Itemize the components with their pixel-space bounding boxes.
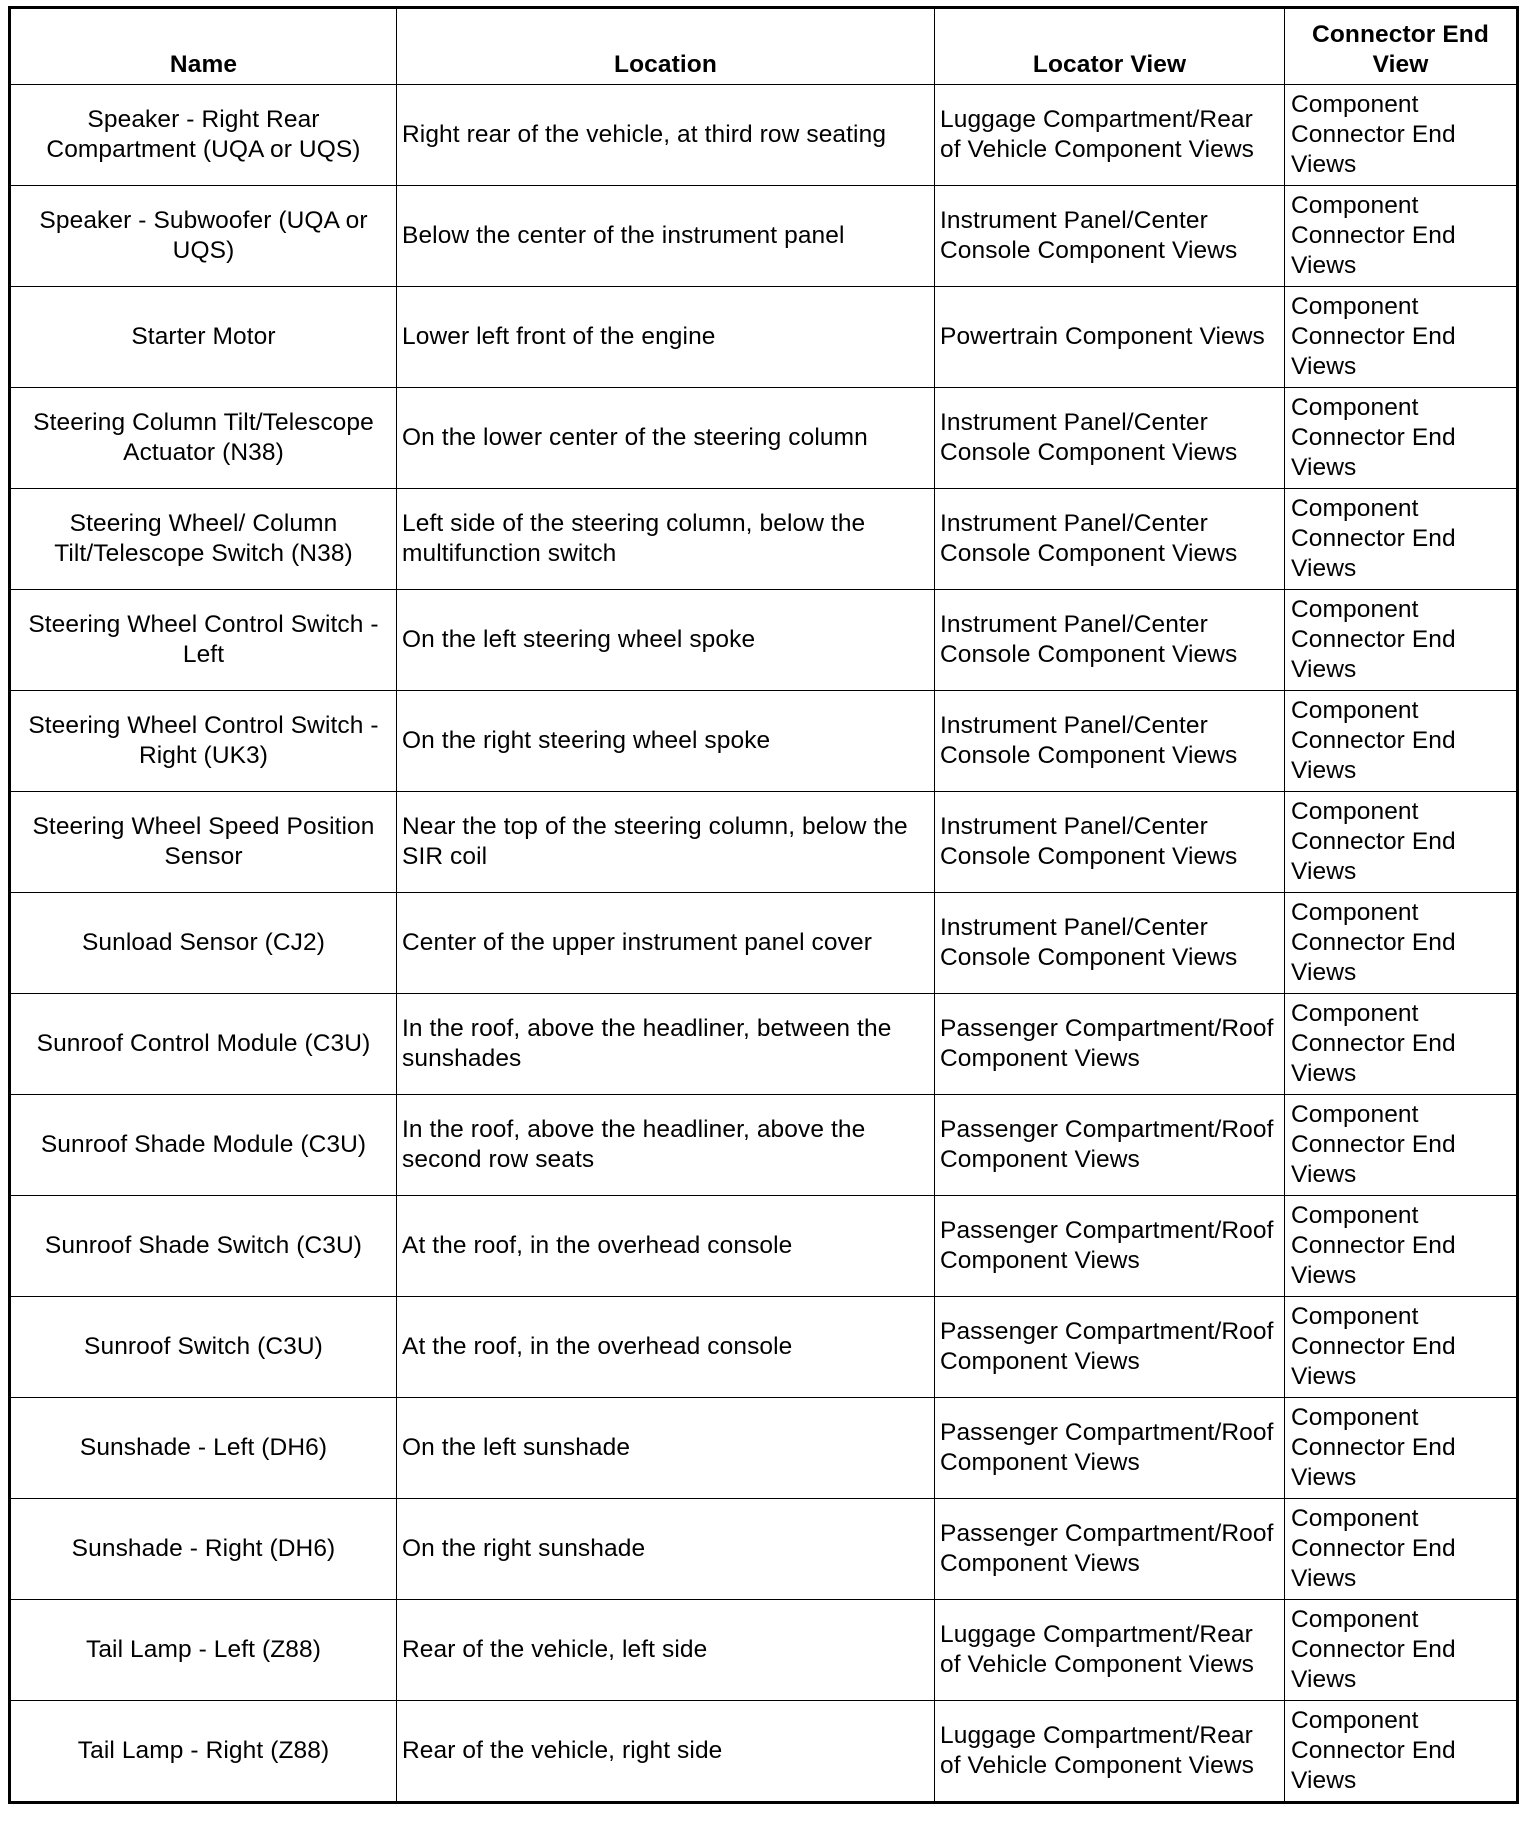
cell-connector-end-view: Component Connector End Views	[1285, 691, 1518, 792]
table-row	[10, 1600, 1518, 1701]
cell-locator-view: Instrument Panel/Center Console Component Views	[935, 186, 1285, 287]
cell-locator-view: Instrument Panel/Center Console Component Views	[935, 893, 1285, 994]
table-row	[10, 1701, 1518, 1803]
cell-name: Sunload Sensor (CJ2)	[10, 893, 397, 994]
cell-locator-view: Instrument Panel/Center Console Component Views	[935, 590, 1285, 691]
table-row	[10, 1398, 1518, 1499]
table-row	[10, 388, 1518, 489]
header-location: Location	[397, 8, 935, 85]
cell-name: Starter Motor	[10, 287, 397, 388]
cell-name: Speaker - Subwoofer (UQA or UQS)	[10, 186, 397, 287]
cell-name: Sunshade - Right (DH6)	[10, 1499, 397, 1600]
cell-connector-end-view: Component Connector End Views	[1285, 1398, 1518, 1499]
header-row	[10, 8, 1518, 85]
cell-connector-end-view: Component Connector End Views	[1285, 388, 1518, 489]
cell-name: Steering Wheel Control Switch - Right (UK3)	[10, 691, 397, 792]
cell-location: Near the top of the steering column, below the SIR coil	[397, 792, 935, 893]
cell-name: Sunshade - Left (DH6)	[10, 1398, 397, 1499]
cell-location: In the roof, above the headliner, above the second row seats	[397, 1095, 935, 1196]
cell-locator-view: Luggage Compartment/Rear of Vehicle Component Views	[935, 1701, 1285, 1803]
table-row	[10, 1196, 1518, 1297]
cell-locator-view: Passenger Compartment/Roof Component Views	[935, 1095, 1285, 1196]
cell-location: Right rear of the vehicle, at third row seating	[397, 85, 935, 186]
cell-name: Steering Column Tilt/Telescope Actuator (N38)	[10, 388, 397, 489]
cell-locator-view: Instrument Panel/Center Console Component Views	[935, 691, 1285, 792]
cell-connector-end-view: Component Connector End Views	[1285, 287, 1518, 388]
table-row	[10, 994, 1518, 1095]
cell-locator-view: Instrument Panel/Center Console Component Views	[935, 388, 1285, 489]
cell-connector-end-view: Component Connector End Views	[1285, 893, 1518, 994]
table-row	[10, 893, 1518, 994]
cell-connector-end-view: Component Connector End Views	[1285, 1297, 1518, 1398]
cell-locator-view: Passenger Compartment/Roof Component Views	[935, 994, 1285, 1095]
table-row	[10, 85, 1518, 186]
cell-locator-view: Passenger Compartment/Roof Component Views	[935, 1297, 1285, 1398]
cell-location: Below the center of the instrument panel	[397, 186, 935, 287]
cell-name: Sunroof Control Module (C3U)	[10, 994, 397, 1095]
cell-name: Tail Lamp - Left (Z88)	[10, 1600, 397, 1701]
cell-location: On the lower center of the steering column	[397, 388, 935, 489]
cell-locator-view: Luggage Compartment/Rear of Vehicle Component Views	[935, 1600, 1285, 1701]
cell-locator-view: Instrument Panel/Center Console Component Views	[935, 792, 1285, 893]
table-row	[10, 1499, 1518, 1600]
cell-name: Steering Wheel/ Column Tilt/Telescope Switch (N38)	[10, 489, 397, 590]
cell-connector-end-view: Component Connector End Views	[1285, 186, 1518, 287]
header-locator-view: Locator View	[935, 8, 1285, 85]
cell-connector-end-view: Component Connector End Views	[1285, 1095, 1518, 1196]
cell-locator-view: Passenger Compartment/Roof Component Views	[935, 1196, 1285, 1297]
table-row	[10, 590, 1518, 691]
cell-location: At the roof, in the overhead console	[397, 1196, 935, 1297]
cell-connector-end-view: Component Connector End Views	[1285, 1701, 1518, 1803]
cell-connector-end-view: Component Connector End Views	[1285, 792, 1518, 893]
cell-connector-end-view: Component Connector End Views	[1285, 489, 1518, 590]
table-row	[10, 792, 1518, 893]
cell-name: Steering Wheel Control Switch - Left	[10, 590, 397, 691]
cell-locator-view: Passenger Compartment/Roof Component Views	[935, 1398, 1285, 1499]
table-row	[10, 691, 1518, 792]
cell-name: Tail Lamp - Right (Z88)	[10, 1701, 397, 1803]
cell-connector-end-view: Component Connector End Views	[1285, 1196, 1518, 1297]
cell-location: On the right sunshade	[397, 1499, 935, 1600]
component-locator-table-page	[8, 6, 1516, 1804]
cell-connector-end-view: Component Connector End Views	[1285, 994, 1518, 1095]
table-row	[10, 287, 1518, 388]
cell-location: Center of the upper instrument panel cover	[397, 893, 935, 994]
cell-locator-view: Passenger Compartment/Roof Component Views	[935, 1499, 1285, 1600]
cell-location: Rear of the vehicle, right side	[397, 1701, 935, 1803]
cell-location: On the left sunshade	[397, 1398, 935, 1499]
cell-connector-end-view: Component Connector End Views	[1285, 1600, 1518, 1701]
table-header	[10, 8, 1518, 85]
table-row	[10, 1095, 1518, 1196]
table-row	[10, 1297, 1518, 1398]
cell-connector-end-view: Component Connector End Views	[1285, 85, 1518, 186]
cell-location: At the roof, in the overhead console	[397, 1297, 935, 1398]
table-row	[10, 186, 1518, 287]
header-name: Name	[10, 8, 397, 85]
cell-name: Sunroof Shade Switch (C3U)	[10, 1196, 397, 1297]
cell-name: Sunroof Shade Module (C3U)	[10, 1095, 397, 1196]
cell-locator-view: Powertrain Component Views	[935, 287, 1285, 388]
cell-name: Sunroof Switch (C3U)	[10, 1297, 397, 1398]
cell-connector-end-view: Component Connector End Views	[1285, 1499, 1518, 1600]
cell-locator-view: Luggage Compartment/Rear of Vehicle Component Views	[935, 85, 1285, 186]
cell-location: On the left steering wheel spoke	[397, 590, 935, 691]
cell-locator-view: Instrument Panel/Center Console Component Views	[935, 489, 1285, 590]
cell-location: In the roof, above the headliner, between the sunshades	[397, 994, 935, 1095]
component-locator-table	[8, 6, 1519, 1804]
cell-name: Steering Wheel Speed Position Sensor	[10, 792, 397, 893]
header-connector-end-view: Connector End View	[1285, 8, 1518, 85]
table-row	[10, 489, 1518, 590]
table-body	[10, 85, 1518, 1803]
cell-connector-end-view: Component Connector End Views	[1285, 590, 1518, 691]
cell-name: Speaker - Right Rear Compartment (UQA or UQS)	[10, 85, 397, 186]
cell-location: Left side of the steering column, below the multifunction switch	[397, 489, 935, 590]
cell-location: Lower left front of the engine	[397, 287, 935, 388]
cell-location: On the right steering wheel spoke	[397, 691, 935, 792]
cell-location: Rear of the vehicle, left side	[397, 1600, 935, 1701]
